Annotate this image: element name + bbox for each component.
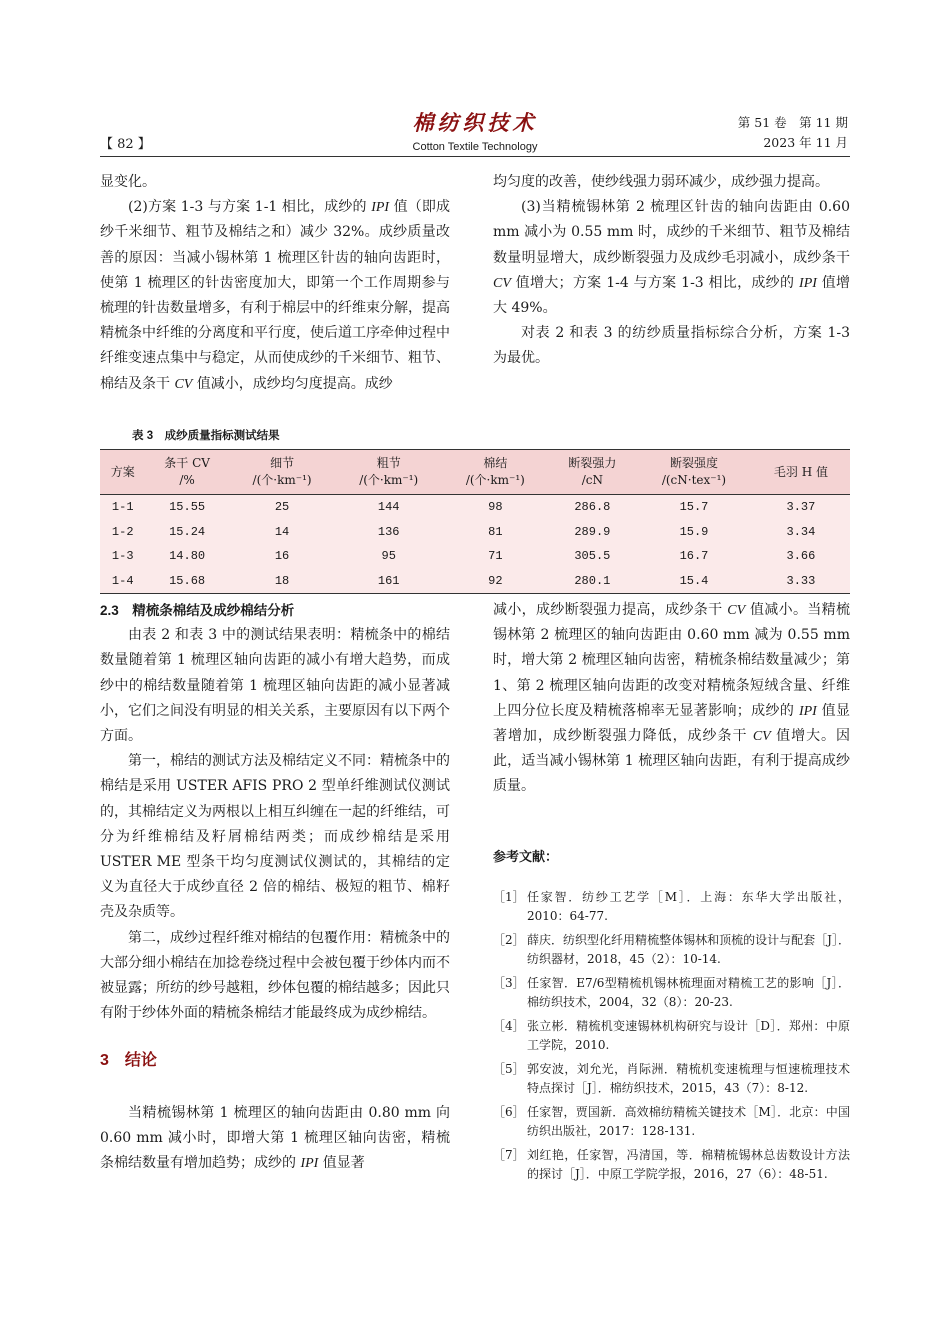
table-cell: 3.66 [752, 544, 850, 569]
journal-title-cn: 棉纺织技术 [412, 110, 538, 135]
table-header-cell: 断裂强力 /cN [549, 450, 636, 495]
paragraph: 第一，棉结的测试方法及棉结定义不同：精梳条中的棉结是采用 USTER AFIS PRO 2 型单纤维测试仪测试的，其棉结定义为两根以上相互纠缠在一起的纤维结，可分为纤维棉结及籽屑棉结两类；而成纱棉结是采用 USTER ME 型条干均匀度测试仪测试的，其棉结的定义为直径大于成纱直径 2 倍的棉结、极短的粗节、棉籽壳及杂质等。 [100, 753, 450, 921]
paragraph: 均匀度的改善，使纱线强力弱环减少，成纱强力提高。 [493, 174, 829, 190]
reference-number: ［1］ [493, 890, 525, 904]
table-row [100, 569, 850, 594]
table-cell: 14.80 [145, 544, 228, 569]
table-header-cell: 方案 [100, 450, 145, 495]
reference-number: ［7］ [493, 1148, 525, 1162]
table-cell: 136 [335, 520, 442, 545]
header-rule [100, 156, 850, 157]
reference-item [493, 888, 850, 925]
section-heading-3: 3 结论 [100, 1052, 157, 1070]
table-header-cell: 条干 CV /% [145, 450, 228, 495]
table-cell: 1-1 [100, 495, 145, 520]
table-cell: 15.9 [636, 520, 752, 545]
issue-date: 2023 年 11 月 [763, 135, 848, 150]
table-cell: 15.68 [145, 569, 228, 594]
table-header-cell: 细节 /(个·km⁻¹) [229, 450, 336, 495]
table-cell: 15.24 [145, 520, 228, 545]
quality-table [100, 449, 850, 594]
table-cell: 144 [335, 495, 442, 520]
table-cell: 81 [442, 520, 549, 545]
table-header-cell: 棉结 /(个·km⁻¹) [442, 450, 549, 495]
table-cell: 280.1 [549, 569, 636, 594]
right-column-top [493, 170, 850, 372]
table-cell: 161 [335, 569, 442, 594]
references-list [493, 888, 850, 1189]
references-title: 参考文献： [493, 849, 559, 864]
table-cell: 14 [229, 520, 336, 545]
table-cell: 15.7 [636, 495, 752, 520]
volume-issue: 第 51 卷 第 11 期 [737, 115, 848, 130]
table-cell: 71 [442, 544, 549, 569]
reference-text: 薛庆．纺织型化纤用精梳整体锡林和顶梳的设计与配套［J］．纺织器材，2018，45（2）：10-14. [527, 933, 850, 966]
table-cell: 3.33 [752, 569, 850, 594]
table-row [100, 520, 850, 545]
reference-item [493, 1017, 850, 1054]
reference-text: 任家智．纺纱工艺学［M］．上海：东华大学出版社，2010：64-77. [527, 890, 850, 923]
table-caption: 表 3 成纱质量指标测试结果 [132, 430, 280, 442]
paragraph: 第二，成纱过程纤维对棉结的包覆作用：精梳条中的大部分细小棉结在加捻卷绕过程中会被包覆于纱体内而不被显露；所纺的纱号越粗，纱体包覆的棉结越多；因此只有附于纱体外面的精梳条棉结才能最终成为成纱棉结。 [100, 929, 450, 1022]
table-cell: 95 [335, 544, 442, 569]
table-cell: 18 [229, 569, 336, 594]
table-cell: 1-4 [100, 569, 145, 594]
reference-text: 刘红艳，任家智，冯清国，等．棉精梳锡林总齿数设计方法的探讨［J］．中原工学院学报，2016，27（6）：48-51. [527, 1148, 850, 1181]
reference-item [493, 1146, 850, 1183]
reference-text: 任家智，贾国新．高效棉纺精梳关键技术［M］．北京：中国纺织出版社，2017：128-131. [527, 1105, 850, 1138]
table-cell: 289.9 [549, 520, 636, 545]
reference-item [493, 931, 850, 968]
journal-title [330, 107, 620, 153]
table-cell: 1-2 [100, 520, 145, 545]
table-row [100, 544, 850, 569]
table-cell: 305.5 [549, 544, 636, 569]
reference-number: ［6］ [493, 1105, 525, 1119]
paragraph: (3)当精梳锡林第 2 梳理区针齿的轴向齿距由 0.60 mm 减小为 0.55 mm 时，成纱的千米细节、粗节及棉结数量明显增大，成纱断裂强力及成纱毛羽减小，成纱条干 CV 值增大；方案 1-4 与方案 1-3 相比，成纱的 IPI 值增大 49%。 [493, 199, 850, 317]
reference-item [493, 1103, 850, 1140]
table-cell: 3.37 [752, 495, 850, 520]
reference-number: ［2］ [493, 933, 525, 947]
table-row [100, 495, 850, 520]
table-cell: 3.34 [752, 520, 850, 545]
table-cell: 25 [229, 495, 336, 520]
table-cell: 286.8 [549, 495, 636, 520]
paragraph: (2)方案 1-3 与方案 1-1 相比，成纱的 IPI 值（即成纱千米细节、粗节及棉结之和）减少 32%。成纱质量改善的原因：当减小锡林第 1 梳理区针齿的轴向齿距时，使第 1 梳理区的针齿密度加大，即第一个工作周期参与梳理的针齿数量增多，有利于棉层中的纤维束分解，提高精梳条中纤维的分离度和平行度，使后道工序牵伸过程中纤维变速点集中与稳定，从而使成纱的千米细节、粗节、棉结及条干 CV 值减小，成纱均匀度提高。成纱 [100, 199, 451, 392]
page-number: 【 82 】 [100, 137, 151, 152]
table-header-cell: 断裂强度 /(cN·tex⁻¹) [636, 450, 752, 495]
table-cell: 1-3 [100, 544, 145, 569]
table-cell: 92 [442, 569, 549, 594]
journal-title-en: Cotton Textile Technology [412, 141, 538, 153]
table-cell: 15.55 [145, 495, 228, 520]
section-heading: 2.3 精梳条棉结及成纱棉结分析 [100, 603, 295, 618]
reference-number: ［3］ [493, 976, 525, 990]
reference-number: ［4］ [493, 1019, 525, 1033]
table-cell: 15.4 [636, 569, 752, 594]
reference-text: 郭安波，刘允光，肖际洲．精梳机变速梳理与恒速梳理技术特点探讨［J］．棉纺织技术，2015，43（7）：8-12. [527, 1062, 850, 1095]
table-cell: 98 [442, 495, 549, 520]
left-column-top [100, 170, 450, 397]
paragraph: 对表 2 和表 3 的纺纱质量指标综合分析，方案 1-3 为最优。 [493, 325, 850, 367]
paragraph: 当精梳锡林第 1 梳理区的轴向齿距由 0.80 mm 向 0.60 mm 减小时，即增大第 1 梳理区轴向齿密，精梳条棉结数量有增加趋势；成纱的 IPI 值显著 [100, 1104, 450, 1172]
reference-text: 任家智．E7/6型精梳机锡林梳理面对精梳工艺的影响［J］．棉纺织技术，2004，32（8）：20-23. [527, 976, 850, 1009]
table-header-cell: 毛羽 H 值 [752, 450, 850, 495]
table-header-cell: 粗节 /(个·km⁻¹) [335, 450, 442, 495]
reference-item [493, 1060, 850, 1097]
reference-number: ［5］ [493, 1062, 525, 1076]
right-column-bottom [493, 598, 850, 800]
table-cell: 16.7 [636, 544, 752, 569]
reference-text: 张立彬．精梳机变速锡林机构研究与设计［D］．郑州：中原工学院，2010. [527, 1019, 850, 1052]
table-cell: 16 [229, 544, 336, 569]
left-column-bottom [100, 598, 450, 1176]
paragraph: 减小，成纱断裂强力提高，成纱条干 CV 值减小。当精梳锡林第 2 梳理区的轴向齿距由 0.60 mm 减为 0.55 mm 时，增大第 2 梳理区轴向齿密，精梳条棉结数量减少；第 1、第 2 梳理区轴向齿距的改变对精梳条短绒含量、纤维上四分位长度及精梳落棉率无显著影响；成纱的 IPI 值显著增加，成纱断裂强力降低，成纱条干 CV 值增大。因此，适当减小锡林第 1 梳理区轴向齿距，有利于提高成纱质量。 [493, 602, 850, 795]
reference-item [493, 974, 850, 1011]
issue-info [700, 113, 848, 153]
paragraph: 由表 2 和表 3 中的测试结果表明：精梳条中的棉结数量随着第 1 梳理区轴向齿距的减小有增大趋势，而成纱中的棉结数量随着第 1 梳理区轴向齿距的减小显著减小，它们之间没有明显的相关关系，主要原因有以下两个方面。 [100, 627, 450, 745]
paragraph: 显变化。 [100, 174, 156, 190]
